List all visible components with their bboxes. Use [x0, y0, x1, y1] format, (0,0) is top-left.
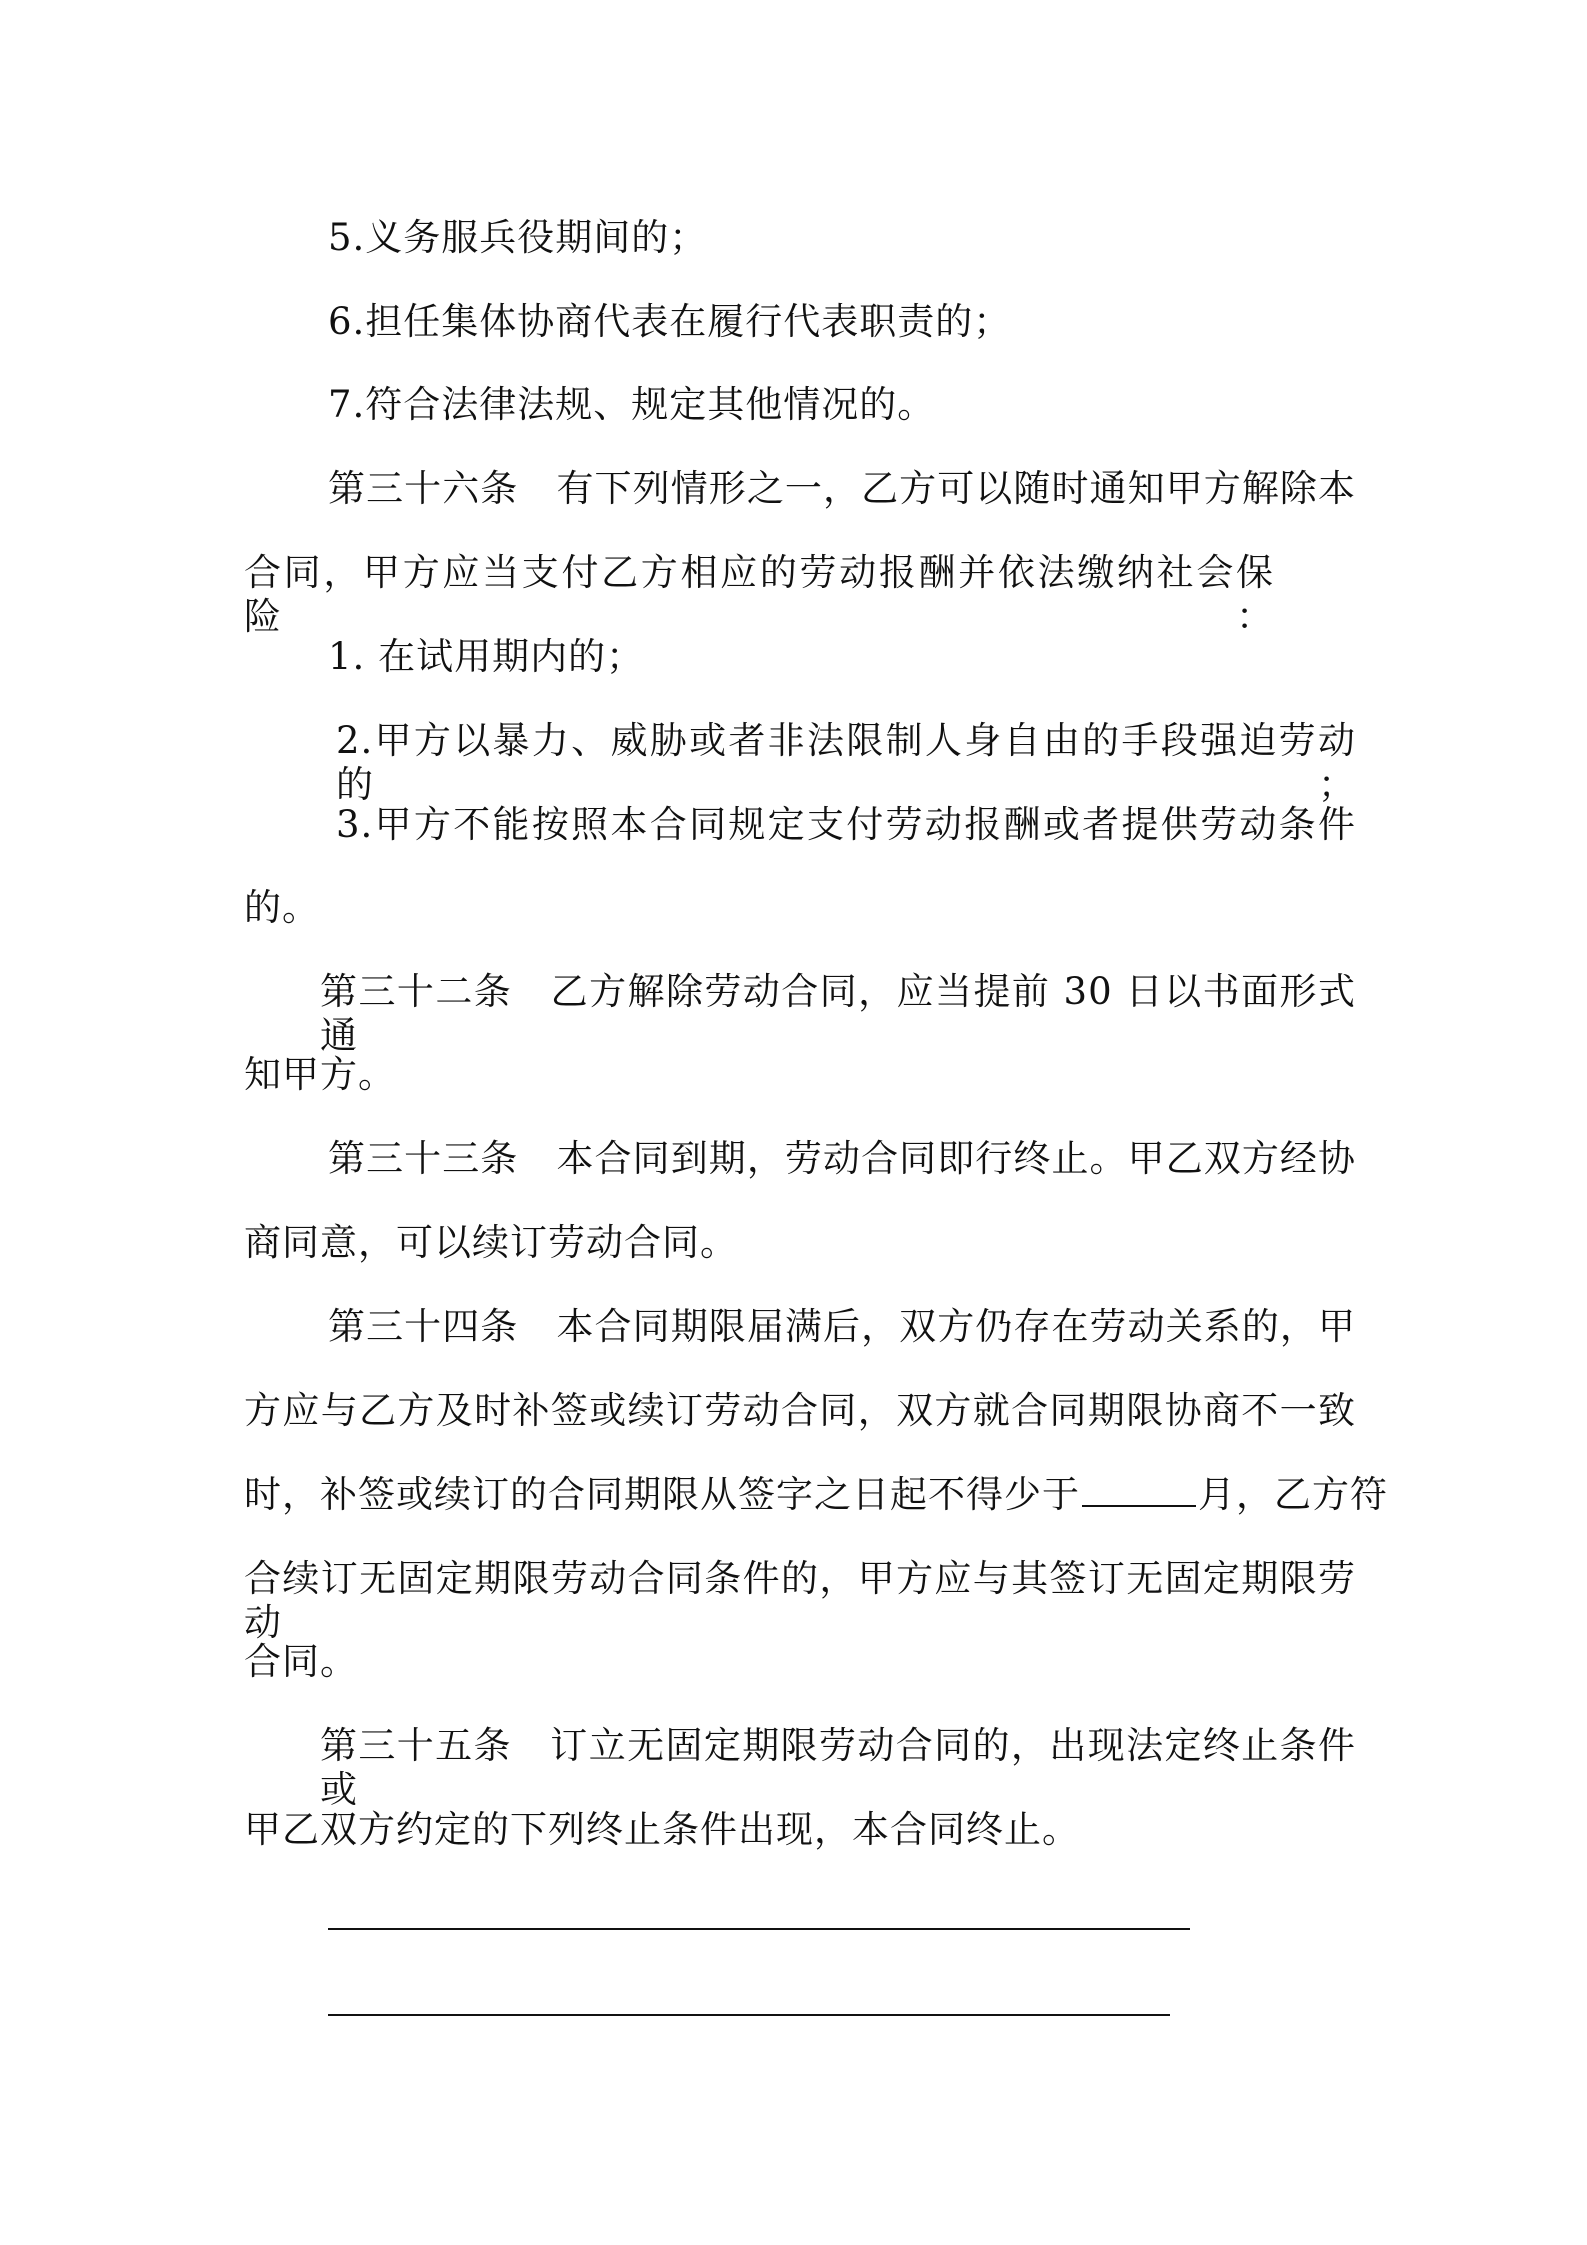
article-36-line-1: 第三十六条 有下列情形之一，乙方可以随时通知甲方解除本 [328, 467, 1356, 510]
article-35-line-1: 第三十五条 订立无固定期限劳动合同的，出现法定终止条件或 [320, 1724, 1356, 1811]
termination-condition-blank-line-1[interactable] [328, 1928, 1190, 1930]
list-item-6: 6.担任集体协商代表在履行代表职责的； [328, 300, 1012, 343]
article-36-list-item-3-continued: 的。 [244, 886, 320, 929]
article-34-line-3-start: 时，补签或续订的合同期限从签字之日起不得少于 [244, 1473, 1080, 1516]
article-34-line-2: 方应与乙方及时补签或续订劳动合同，双方就合同期限协商不一致 [244, 1389, 1356, 1432]
article-32-line-1: 第三十二条 乙方解除劳动合同，应当提前 30 日以书面形式通 [320, 970, 1356, 1057]
list-item-7: 7.符合法律法规、规定其他情况的。 [328, 383, 936, 426]
fill-in-blank-months[interactable] [1082, 1475, 1196, 1507]
list-item-5: 5.义务服兵役期间的； [328, 216, 708, 259]
termination-condition-blank-line-2[interactable] [328, 2014, 1170, 2016]
article-34-line-1: 第三十四条 本合同期限届满后，双方仍存在劳动关系的，甲 [328, 1305, 1356, 1348]
article-35-line-2: 甲乙双方约定的下列终止条件出现，本合同终止。 [244, 1808, 1080, 1851]
article-32-line-2: 知甲方。 [244, 1053, 396, 1096]
article-34-line-3-end: 月，乙方符 [1198, 1473, 1388, 1516]
article-33-line-1: 第三十三条 本合同到期，劳动合同即行终止。甲乙双方经协 [328, 1137, 1356, 1180]
article-33-line-2: 商同意，可以续订劳动合同。 [244, 1221, 738, 1264]
article-34-line-4: 合续订无固定期限劳动合同条件的，甲方应与其签订无固定期限劳动 [244, 1557, 1356, 1644]
article-36-line-2: 合同，甲方应当支付乙方相应的劳动报酬并依法缴纳社会保险： [244, 551, 1274, 638]
article-34-line-3 [244, 1473, 1388, 1517]
article-36-list-item-1: 1. 在试用期内的； [328, 635, 645, 678]
article-34-line-5: 合同。 [244, 1640, 358, 1683]
article-36-list-item-2: 2.甲方以暴力、威胁或者非法限制人身自由的手段强迫劳动的； [336, 719, 1356, 806]
article-36-list-item-3: 3.甲方不能按照本合同规定支付劳动报酬或者提供劳动条件 [336, 803, 1356, 846]
